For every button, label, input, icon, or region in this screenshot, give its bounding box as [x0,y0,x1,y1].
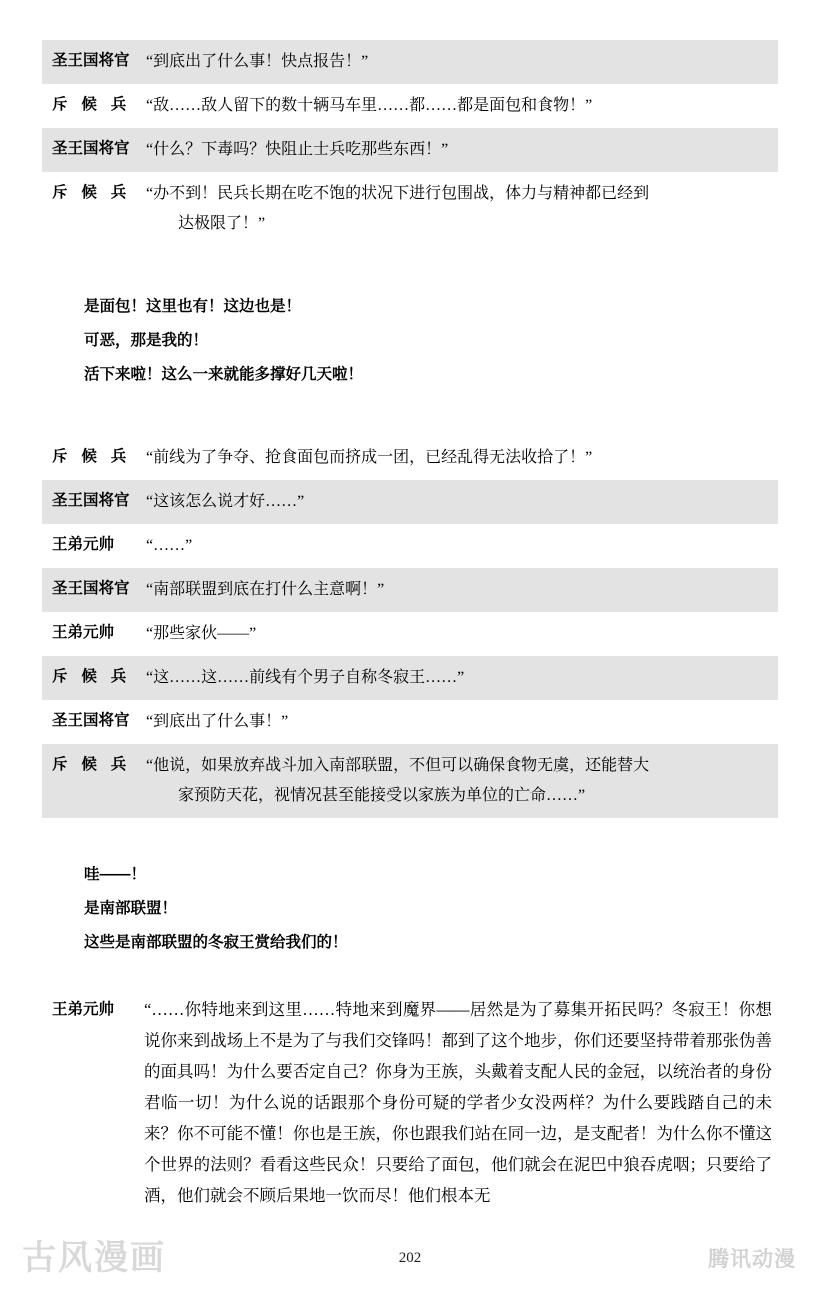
dialogue-block-1 [42,40,778,246]
dialogue-row [42,568,778,612]
speaker-label: 王弟元帅 [52,1001,115,1018]
dialogue-row [42,40,778,84]
dialogue-row [42,656,778,700]
dialogue-text: “那些家伙——” [146,625,257,642]
dialogue-row [42,612,778,656]
narration-text: “……你特地来到这里……特地来到魔界——居然是为了募集开拓民吗？冬寂王！你想说你来到战场上不是为了与我们交锋吗！都到了这个地步，你们还要坚持带着那张伪善的面具吗！为什么要否定自己？你身为王族，头戴着支配人民的金冠，以统治者的身份君临一切！为什么说的话跟那个身份可疑的学者少女没两样？为什么要践踏自己的未来？你不可能不懂！你也是王族，你也跟我们站在同一边，是支配者！为什么你不懂这个世界的法则？看看这些民众！只要给了面包，他们就会在泥巴中狼吞虎咽；只要给了酒，他们就会不顾后果地一饮而尽！他们根本无 [144,1000,772,1205]
dialogue-text-line2: 达极限了！” [178,215,266,232]
shout-block-2 [42,858,778,960]
watermark-right: 腾讯动漫 [708,1248,796,1271]
dialogue-text: “南部联盟到底在打什么主意啊！” [146,581,385,598]
dialogue-row [42,700,778,744]
speaker-label: 斥 候 兵 [52,668,132,685]
speaker-label: 斥 候 兵 [52,96,132,113]
speaker-label: 圣王国将官 [52,52,130,69]
dialogue-text: “到底出了什么事！快点报告！” [146,53,369,70]
dialogue-text-line1: “他说，如果放弃战斗加入南部联盟，不但可以确保食物无虞，还能替大 [146,757,650,774]
dialogue-row [42,480,778,524]
speaker-label: 斥 候 兵 [52,448,132,465]
dialogue-text: “到底出了什么事！” [146,713,289,730]
dialogue-row [42,84,778,128]
dialogue-text [144,179,770,239]
shout-block-1 [42,290,778,392]
dialogue-text-line2: 家预防天花，视情况甚至能接受以家族为单位的亡命……” [178,787,586,804]
dialogue-text-line1: “办不到！民兵长期在吃不饱的状况下进行包围战，体力与精神都已经到 [146,185,650,202]
shout-line: 哇——！ [84,866,147,883]
dialogue-row [42,524,778,568]
shout-line: 是南部联盟！ [84,900,178,917]
dialogue-text: “……” [146,537,193,554]
speaker-label: 圣王国将官 [52,140,130,157]
dialogue-block-2 [42,436,778,818]
speaker-label: 圣王国将官 [52,580,130,597]
speaker-label: 圣王国将官 [52,712,130,729]
dialogue-row [42,436,778,480]
shout-line: 是面包！这里也有！这边也是！ [84,298,302,315]
shout-line: 可恶，那是我的！ [84,332,209,349]
page-footer [0,1221,820,1291]
speaker-label: 斥 候 兵 [52,184,132,201]
dialogue-row [42,744,778,818]
narration-block [42,994,778,1211]
speaker-label: 斥 候 兵 [52,756,132,773]
dialogue-row [42,128,778,172]
dialogue-text: “前线为了争夺、抢食面包而挤成一团，已经乱得无法收拾了！” [146,449,593,466]
page-number: 202 [398,1250,422,1266]
speaker-label: 王弟元帅 [52,624,115,641]
dialogue-text: “敌……敌人留下的数十辆马车里……都……都是面包和食物！” [146,97,593,114]
speaker-label: 王弟元帅 [52,536,115,553]
shout-line: 活下来啦！这么一来就能多撑好几天啦！ [84,366,364,383]
shout-line: 这些是南部联盟的冬寂王赏给我们的！ [84,934,348,951]
dialogue-text: “什么？下毒吗？快阻止士兵吃那些东西！” [146,141,449,158]
dialogue-text: “这该怎么说才好……” [146,493,305,510]
speaker-label: 圣王国将官 [52,492,130,509]
dialogue-text: “这……这……前线有个男子自称冬寂王……” [146,669,465,686]
watermark-left: 古风漫画 [22,1239,166,1277]
dialogue-row [42,172,778,246]
dialogue-text [144,751,770,811]
